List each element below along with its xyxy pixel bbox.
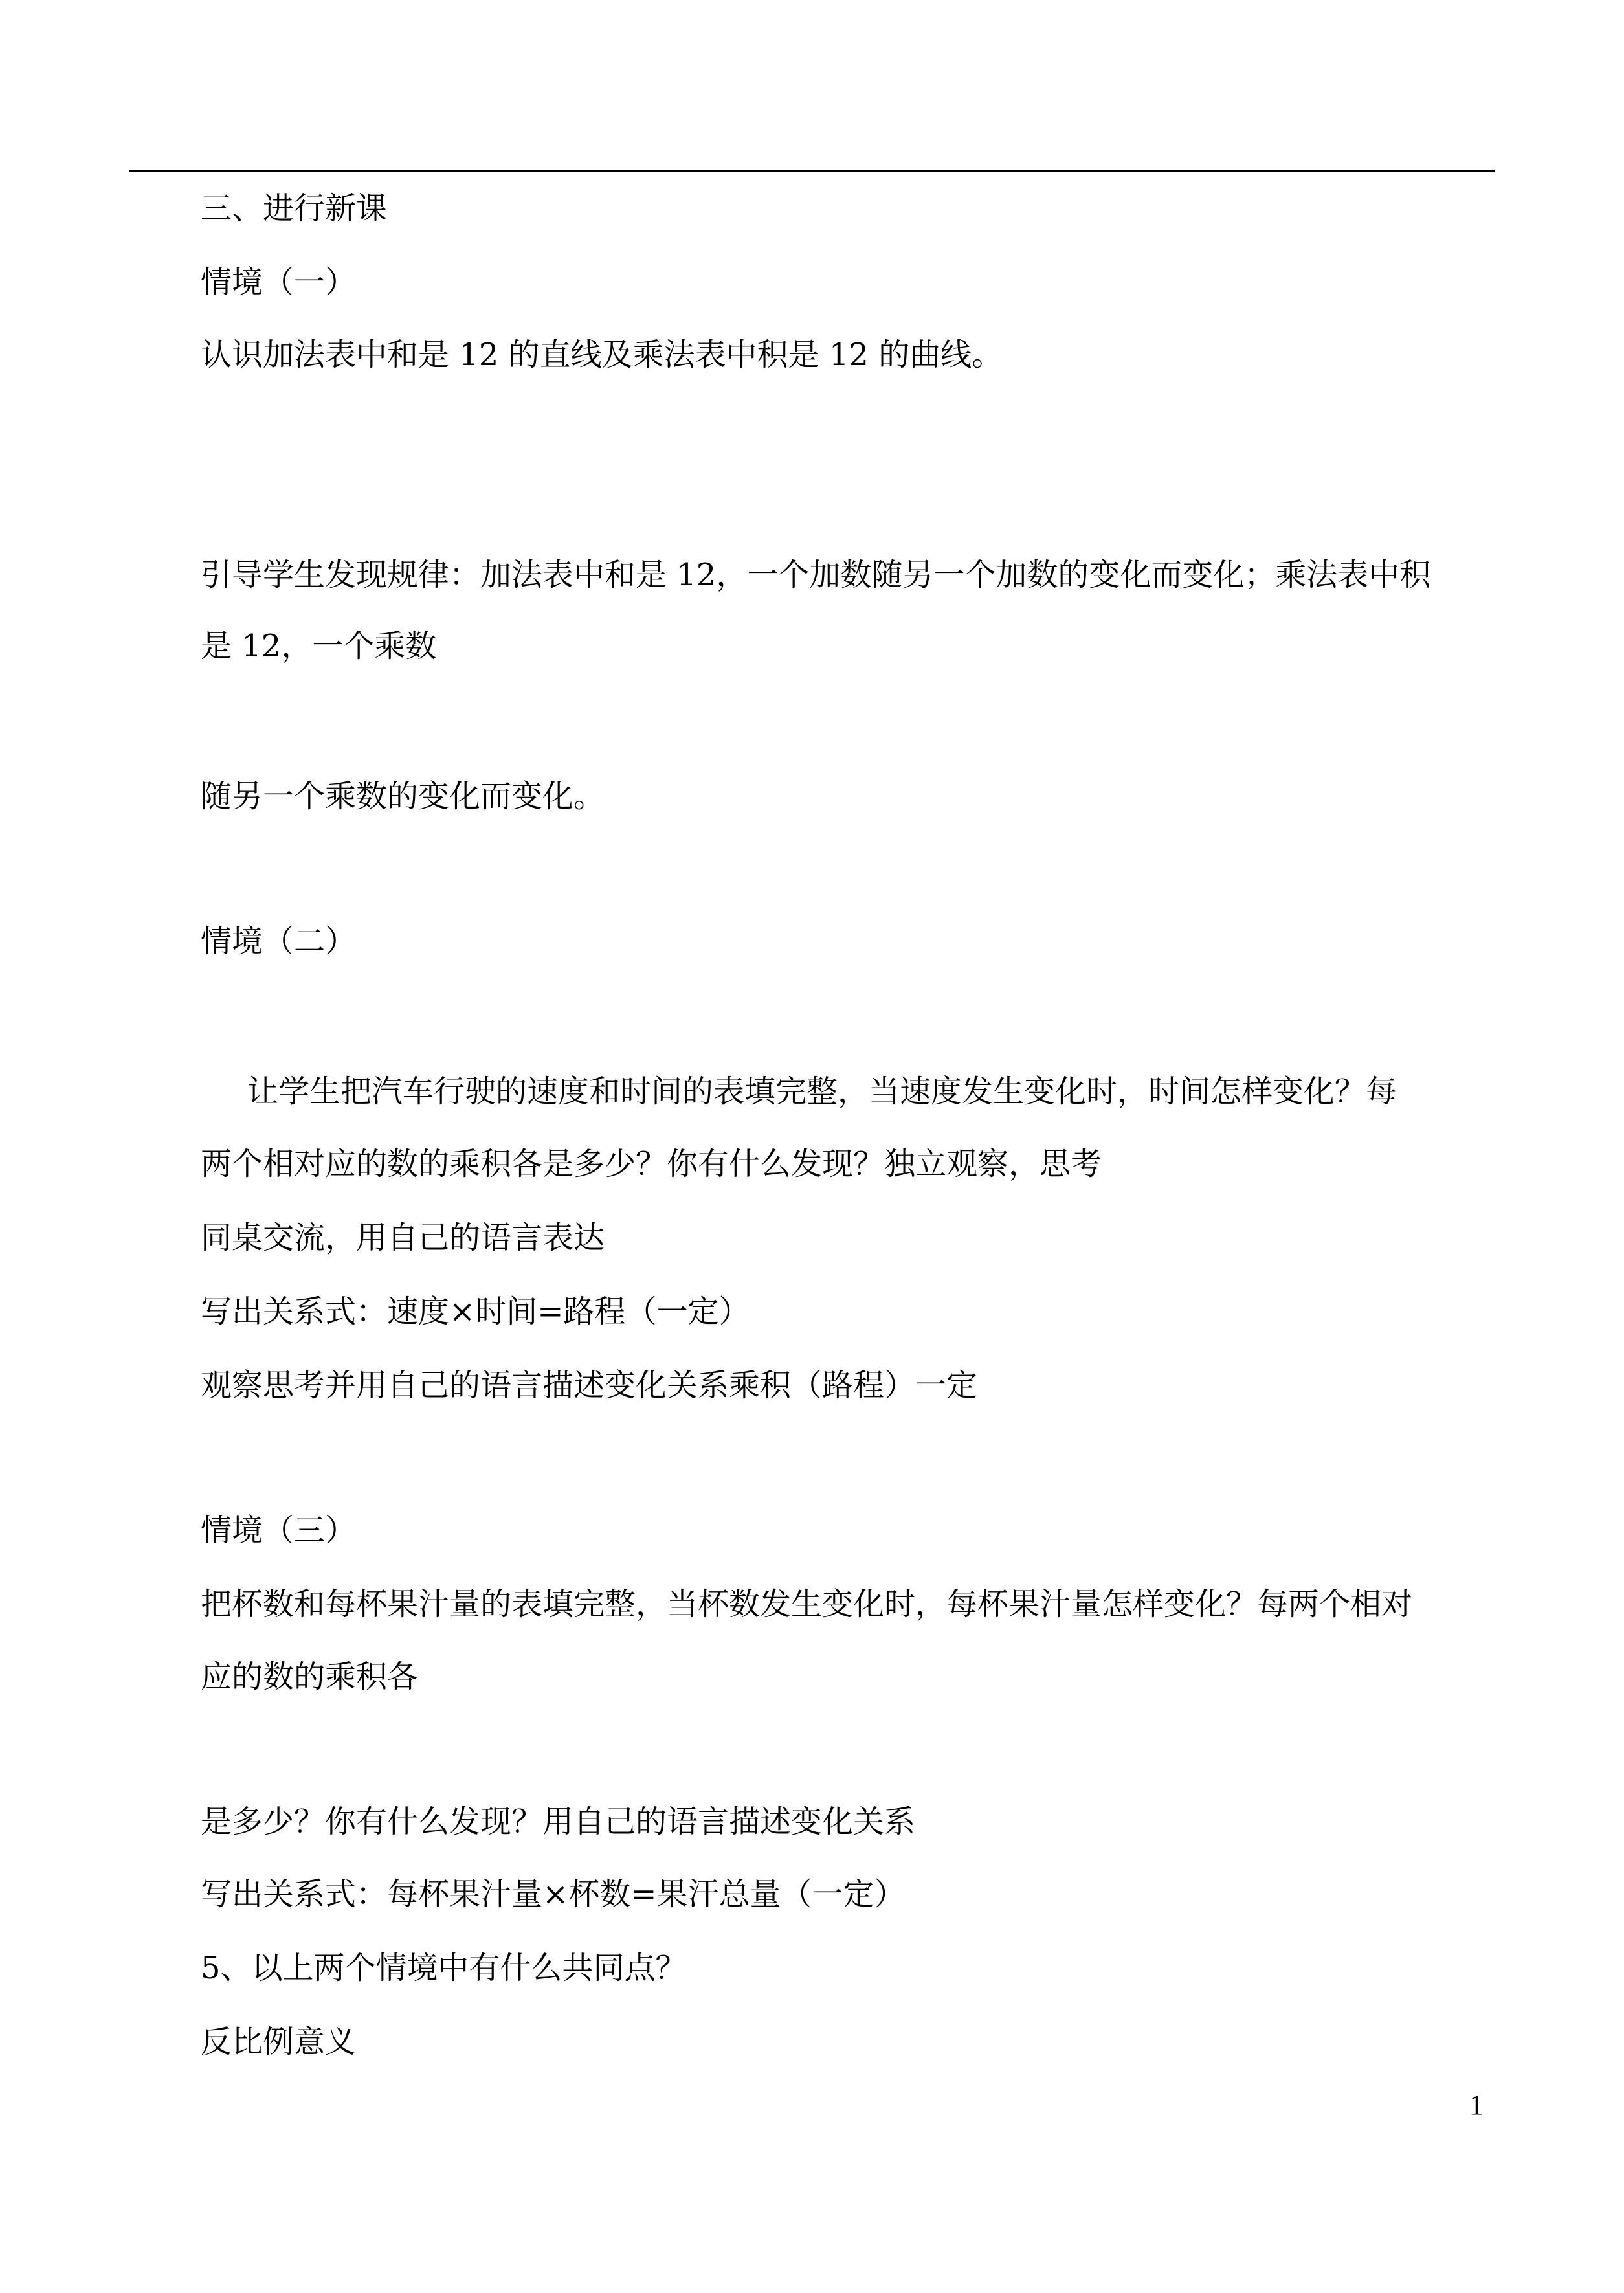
scenario-3-heading: 情境（三）	[201, 1512, 357, 1549]
scenario-1-guide-line-2: 是 12，一个乘数	[201, 628, 437, 664]
scenario-1-intro: 认识加法表中和是 12 的直线及乘法表中积是 12 的曲线。	[201, 337, 1003, 373]
scenario-3-task-line-3: 是多少？你有什么发现？用自己的语言描述变化关系	[201, 1804, 916, 1840]
section-heading: 三、进行新课	[201, 190, 388, 227]
closing-line: 反比例意义	[201, 2024, 357, 2060]
scenario-1-heading: 情境（一）	[201, 264, 357, 300]
question-5: 5、以上两个情境中有什么共同点？	[201, 1950, 687, 1986]
scenario-3-task-line-2: 应的数的乘积各	[201, 1659, 419, 1695]
scenario-2-task-line-1: 让学生把汽车行驶的速度和时间的表填完整，当速度发生变化时，时间怎样变化？每	[247, 1073, 1397, 1110]
scenario-2-task-line-2: 两个相对应的数的乘积各是多少？你有什么发现？独立观察，思考	[201, 1146, 1102, 1182]
page-number: 1	[1469, 2089, 1484, 2121]
scenario-3-formula: 写出关系式：每杯果汁量×杯数=果汗总量（一定）	[201, 1876, 906, 1912]
header-rule	[129, 170, 1495, 172]
scenario-2-heading: 情境（二）	[201, 923, 357, 959]
scenario-2-observe: 观察思考并用自己的语言描述变化关系乘积（路程）一定	[201, 1367, 978, 1404]
scenario-2-exchange: 同桌交流，用自己的语言表达	[201, 1220, 605, 1256]
scenario-1-guide-line-3: 随另一个乘数的变化而变化。	[201, 778, 605, 814]
scenario-3-task-line-1: 把杯数和每杯果汁量的表填完整，当杯数发生变化时，每杯果汁量怎样变化？每两个相对	[201, 1586, 1413, 1622]
scenario-2-formula: 写出关系式：速度×时间=路程（一定）	[201, 1293, 750, 1330]
scenario-1-guide-line-1: 引导学生发现规律：加法表中和是 12，一个加数随另一个加数的变化而变化；乘法表中积	[201, 557, 1431, 593]
